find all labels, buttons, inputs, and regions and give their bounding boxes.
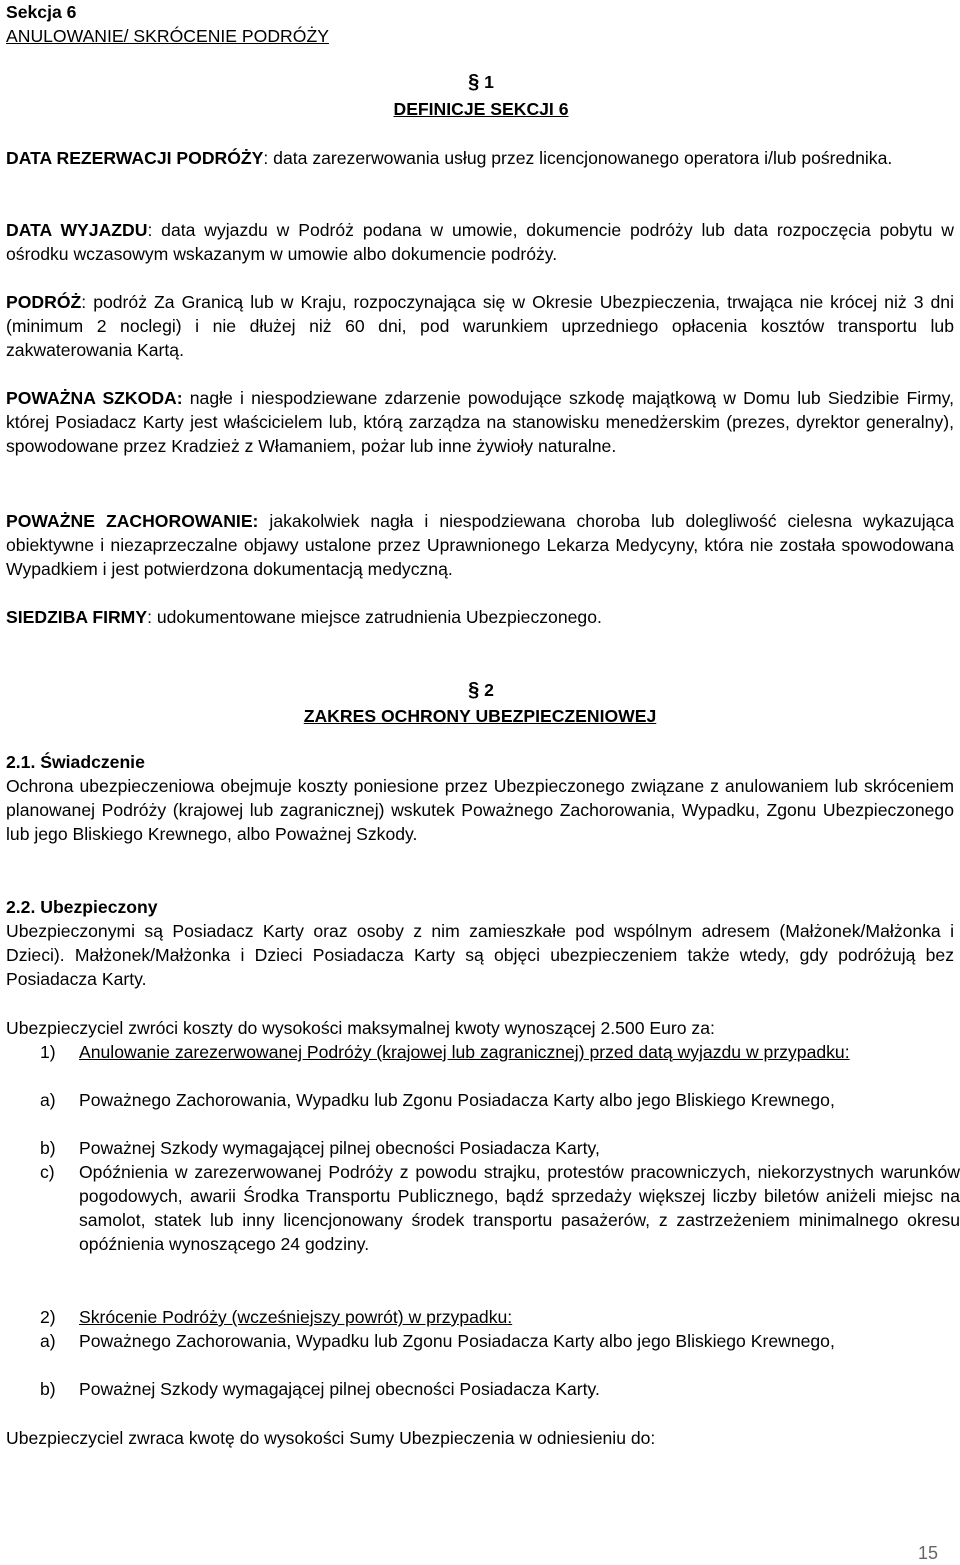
paragraph-1-number: 1 [484,72,494,92]
list-marker: b) [40,1138,56,1158]
list-marker: 2) [40,1307,56,1327]
definition-item [6,509,954,581]
coverage-intro: Ubezpieczyciel zwróci koszty do wysokości maksymalnej kwoty wynoszącej 2.500 Euro za: [6,1018,715,1038]
list-text: Poważnej Szkody wymagającej pilnej obecności Posiadacza Karty. [79,1379,600,1399]
definition-term: POWAŻNA SZKODA: [6,388,183,408]
paragraph-2-number: 2 [484,680,494,700]
definition-term: POWAŻNE ZACHOROWANIE: [6,511,259,531]
subsection-2-2-text: Ubezpieczonymi są Posiadacz Karty oraz osoby z nim zamieszkałe pod wspólnym adresem (Małżonek/Małżonka i Dzieci). Małżonek/Małżonka i Dzieci Posiadacza Karty są objęci ubezpieczeniem także wtedy, gdy podróżują bez Posiadacza Karty. [6,921,954,989]
definition-text: jakakolwiek nagła i niespodziewana choroba lub dolegliwość cielesna wykazująca obiektywne i niezaprzeczalne objawy ustalone przez Uprawnionego Lekarza Medycyny, która nie została spowodowana Wypadkiem i jest potwierdzona dokumentacją medyczną. [6,511,954,579]
list-text: Poważnego Zachorowania, Wypadku lub Zgonu Posiadacza Karty albo jego Bliskiego Krewnego, [79,1090,835,1110]
paragraph-1-heading [376,70,586,94]
page-number: 15 [917,1543,938,1563]
definition-item [6,290,954,362]
definition-term: PODRÓŻ [6,292,82,312]
list-marker: 1) [40,1042,56,1062]
subsection-2-1-text: Ochrona ubezpieczeniowa obejmuje koszty poniesione przez Ubezpieczonego związane z anulowaniem lub skróceniem planowanej Podróży (krajowej lub zagranicznej) wskutek Poważnego Zachorowania, Wypadku, Zgonu Ubezpieczonego lub jego Bliskiego Krewnego, albo Poważnej Szkody. [6,776,954,844]
definition-text: : udokumentowane miejsce zatrudnienia Ubezpieczonego. [147,607,602,627]
definition-item [6,218,954,266]
definition-text: : data zarezerwowania usług przez licencjonowanego operatora i/lub pośrednika. [263,148,893,168]
definition-text: nagłe i niespodziewane zdarzenie powodujące szkodę majątkową w Domu lub Siedzibie Firmy, której Posiadacz Karty jest właścicielem lub, którą zarządza na stanowisku menedżerskim (prezes, dyrektor generalny), spowodowane przez Kradzież z Włamaniem, pożar lub inne żywioły naturalne. [6,388,954,456]
definition-item [6,386,954,458]
paragraph-2-title: ZAKRES OCHRONY UBEZPIECZENIOWEJ [303,706,657,726]
list-marker: a) [40,1331,56,1351]
section-sign-icon: § [468,679,480,701]
paragraph-1-title: DEFINICJE SEKCJI 6 [393,99,569,119]
list-marker: b) [40,1379,56,1399]
list-marker: c) [40,1162,55,1182]
definition-term: DATA REZERWACJI PODRÓŻY [6,148,264,168]
paragraph-2-heading [376,678,586,702]
definition-term: SIEDZIBA FIRMY [6,607,148,627]
definition-item [6,605,954,629]
section-sign-icon: § [468,71,480,93]
list-title: Anulowanie zarezerwowanej Podróży (krajowej lub zagranicznej) przed datą wyjazdu w przypadku: [79,1042,850,1062]
definition-text: : podróż Za Granicą lub w Kraju, rozpoczynająca się w Okresie Ubezpieczenia, trwająca nie krócej niż 3 dni (minimum 2 noclegi) i nie dłużej niż 60 dni, pod warunkiem uprzedniego opłacenia kosztów transportu lub zakwaterowania Kartą. [6,292,954,360]
section-label: Sekcja 6 [6,2,77,22]
list-title: Skrócenie Podróży (wcześniejszy powrót) w przypadku: [79,1307,513,1327]
definition-text: : data wyjazdu w Podróż podana w umowie, dokumencie podróży lub data rozpoczęcia pobytu w ośrodku wczasowym wskazanym w umowie albo dokumencie podróży. [6,220,954,264]
list-marker: a) [40,1090,56,1110]
section-title: ANULOWANIE/ SKRÓCENIE PODRÓŻY [6,26,329,46]
definition-item [6,146,954,170]
list-text: Poważnego Zachorowania, Wypadku lub Zgonu Posiadacza Karty albo jego Bliskiego Krewnego, [79,1331,835,1351]
subsection-2-2-heading: 2.2. Ubezpieczony [6,897,158,917]
list-text: Opóźnienia w zarezerwowanej Podróży z powodu strajku, protestów pracowniczych, niekorzystnych warunków pogodowych, awarii Środka Transportu Publicznego, bądź sprzedaży większej liczby biletów aniżeli miejsc na samolot, statek lub inny licencjonowany środek transportu pasażerów, z zastrzeżeniem minimalnego okresu opóźnienia wynoszącego 24 godziny. [79,1162,960,1254]
list-text: Poważnej Szkody wymagającej pilnej obecności Posiadacza Karty, [79,1138,600,1158]
closing-sentence: Ubezpieczyciel zwraca kwotę do wysokości Sumy Ubezpieczenia w odniesieniu do: [6,1428,656,1448]
definition-term: DATA WYJAZDU [6,220,148,240]
subsection-2-1-heading: 2.1. Świadczenie [6,752,145,772]
